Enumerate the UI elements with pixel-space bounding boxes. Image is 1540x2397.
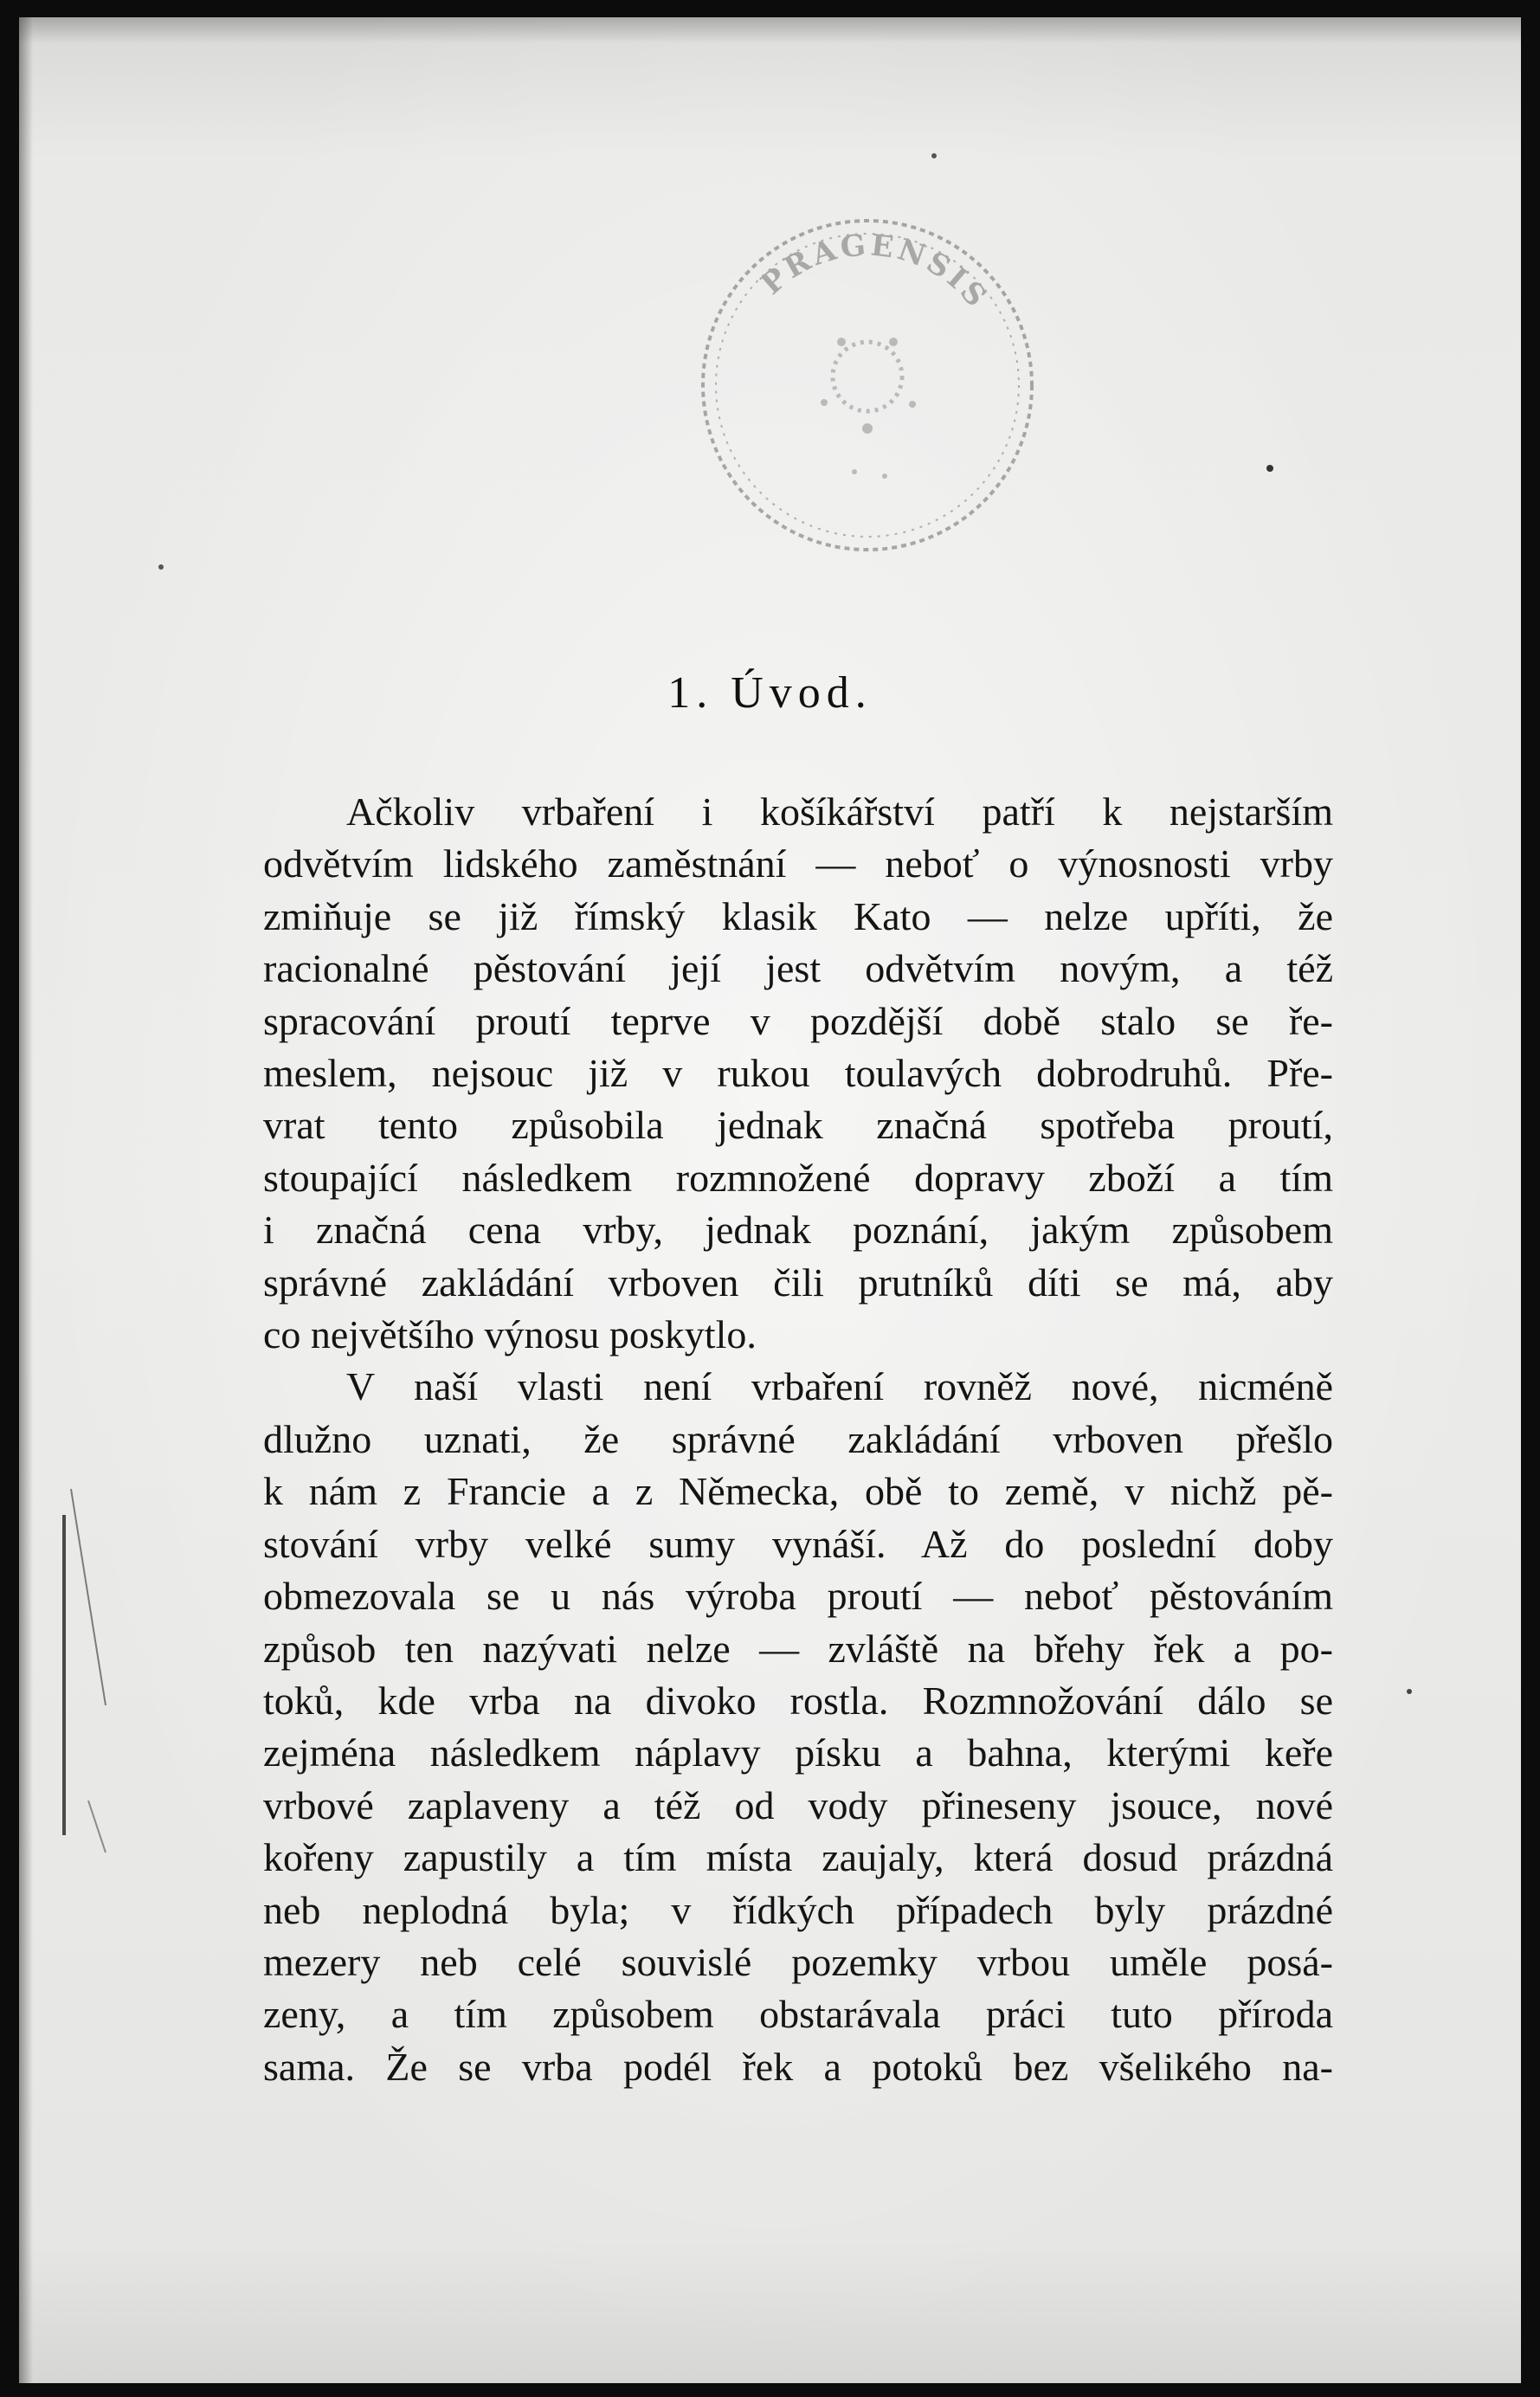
text-line: sama. Že se vrba podél řek a potoků bez všelikého na- xyxy=(263,2044,1333,2089)
body-text xyxy=(263,786,1333,2093)
page-binding-shadow xyxy=(19,17,33,2383)
book-page xyxy=(19,17,1521,2383)
library-stamp-icon xyxy=(694,212,1041,558)
text-line: správné zakládání vrboven čili prutníků díti se má, aby xyxy=(263,1260,1333,1305)
text-line: vrat tento způsobila jednak značná spotřeba proutí, xyxy=(263,1103,1333,1148)
page-top-shadow xyxy=(19,17,1521,43)
text-line: Ačkoliv vrbaření i košíkářství patří k nejstarším xyxy=(346,789,1333,834)
text-line: obmezovala se u nás výroba proutí — neboť pěstováním xyxy=(263,1574,1333,1619)
text-line: co největšího výnosu poskytlo. xyxy=(263,1312,757,1357)
text-line: stování vrby velké sumy vynáší. Až do poslední doby xyxy=(263,1521,1333,1566)
text-line: spracování proutí teprve v pozdější době stalo se ře- xyxy=(263,998,1333,1043)
text-line: dlužno uznati, že správné zakládání vrboven přešlo xyxy=(263,1416,1333,1461)
text-line: způsob ten nazývati nelze — zvláště na břehy řek a po- xyxy=(263,1626,1333,1671)
text-line: vrbové zaplaveny a též od vody přineseny jsouce, nové xyxy=(263,1782,1333,1827)
text-line: meslem, nejsouc již v rukou toulavých dobrodruhů. Pře- xyxy=(263,1051,1333,1096)
paragraph-1 xyxy=(263,786,1333,1361)
text-line: racionalné pěstování její jest odvětvím novým, a též xyxy=(263,946,1333,991)
stamp-ring-text: PRAGENSIS xyxy=(754,228,996,317)
text-line: V naší vlasti není vrbaření rovněž nové, nicméně xyxy=(346,1364,1333,1409)
chapter-heading: 1. Úvod. xyxy=(667,668,873,718)
paragraph-2 xyxy=(263,1361,1333,2093)
text-line: toků, kde vrba na divoko rostla. Rozmnožování dálo se xyxy=(263,1678,1333,1723)
text-line: neb neplodná byla; v řídkých případech byly prázdné xyxy=(263,1887,1333,1932)
text-line: stoupající následkem rozmnožené dopravy zboží a tím xyxy=(263,1155,1333,1200)
text-line: odvětvím lidského zaměstnání — neboť o výnosnosti vrby xyxy=(263,841,1333,886)
text-line: kořeny zapustily a tím místa zaujaly, která dosud prázdná xyxy=(263,1835,1333,1880)
text-line: k nám z Francie a z Německa, obě to země, v nichž pě- xyxy=(263,1469,1333,1514)
text-line: i značná cena vrby, jednak poznání, jakým způsobem xyxy=(263,1208,1333,1253)
svg-text:PRAGENSIS xyxy=(755,228,996,316)
text-line: zmiňuje se již římský klasik Kato — nelze upříti, že xyxy=(263,893,1333,938)
text-line: zejména následkem náplavy písku a bahna, kterými keře xyxy=(263,1730,1333,1775)
text-line: mezery neb celé souvislé pozemky vrbou uměle posá- xyxy=(263,1939,1333,1984)
text-line: zeny, a tím způsobem obstarávala práci tuto příroda xyxy=(263,1992,1333,2037)
